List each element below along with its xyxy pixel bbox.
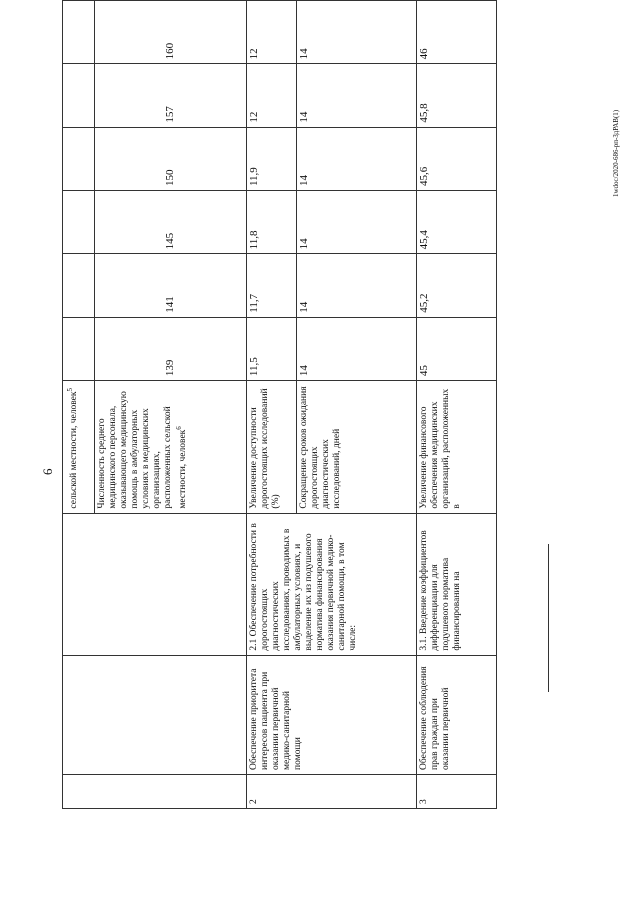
- value-cell: 150: [95, 127, 247, 190]
- task-cell: Обеспечение приоритета интересов пациента при оказании первичной медико-санитарной помощи: [247, 655, 417, 774]
- value-cell: 46: [417, 1, 497, 64]
- indicator-cell: сельской местности, человек$^5$: [63, 381, 95, 513]
- task-cell: Обеспечение соблюдения прав граждан при оказании первичной: [417, 655, 497, 774]
- measure-cell: 2.1 Обеспечение потребности в дорогостоящих диагностических исследованиях, проводимых в амбулаторных условиях, и выделение их из подушевого норматива финансирования оказания первичной медико-санитарной помощи, в том числе:: [247, 513, 417, 655]
- table-row: [417, 1, 497, 809]
- value-cell: 45,2: [417, 254, 497, 317]
- value-cell: 14: [297, 254, 417, 317]
- value-cell: 45,8: [417, 64, 497, 127]
- page-number: 6: [40, 468, 55, 475]
- table-row: [63, 1, 95, 809]
- value-cell: 139: [95, 317, 247, 380]
- value-cell: 45,6: [417, 127, 497, 190]
- value-cell: 12: [247, 1, 297, 64]
- value-cell: 14: [297, 317, 417, 380]
- measure-cell: 3.1. Введение коэффициентов дифференциации для подушевого норматива финансирования на: [417, 513, 497, 655]
- value-cell: 157: [95, 64, 247, 127]
- indicator-cell: Численность среднего медицинского персонала, оказывающего медицинскую помощь в амбулаторных условиях в медицинских организациях, расположенных сельской местности, человек$^6$: [95, 381, 247, 513]
- indicator-cell: Увеличение доступности дорогостоящих исследований (%): [247, 381, 297, 513]
- indicator-cell: Увеличение финансового обеспечения медицинских организаций, расположенных в: [417, 381, 497, 513]
- value-cell: 14: [297, 191, 417, 254]
- value-cell: 14: [297, 1, 417, 64]
- indicator-cell: Сокращение сроков ожидания дорогостоящих диагностических исследований, дней: [297, 381, 417, 513]
- number-cell: 3: [417, 774, 497, 808]
- number-cell: [63, 774, 247, 808]
- task-cell: [63, 655, 247, 774]
- value-cell: 145: [95, 191, 247, 254]
- value-cell: 45,4: [417, 191, 497, 254]
- footnote-rule: [548, 544, 549, 692]
- measure-cell: [63, 513, 247, 655]
- value-cell: 11,9: [247, 127, 297, 190]
- table-row: [247, 1, 297, 809]
- value-cell: 45: [417, 317, 497, 380]
- document-id: 1wdoc/2020-686-рп-ЗдРАВ(1): [612, 109, 620, 197]
- value-cell: 11,7: [247, 254, 297, 317]
- value-cell: 14: [297, 127, 417, 190]
- value-cell: 160: [95, 1, 247, 64]
- value-cell: 141: [95, 254, 247, 317]
- value-cell: 12: [247, 64, 297, 127]
- indicators-table: [62, 0, 497, 809]
- value-cell: 11,5: [247, 317, 297, 380]
- number-cell: 2: [247, 774, 417, 808]
- value-cell: 11,8: [247, 191, 297, 254]
- value-cell: 14: [297, 64, 417, 127]
